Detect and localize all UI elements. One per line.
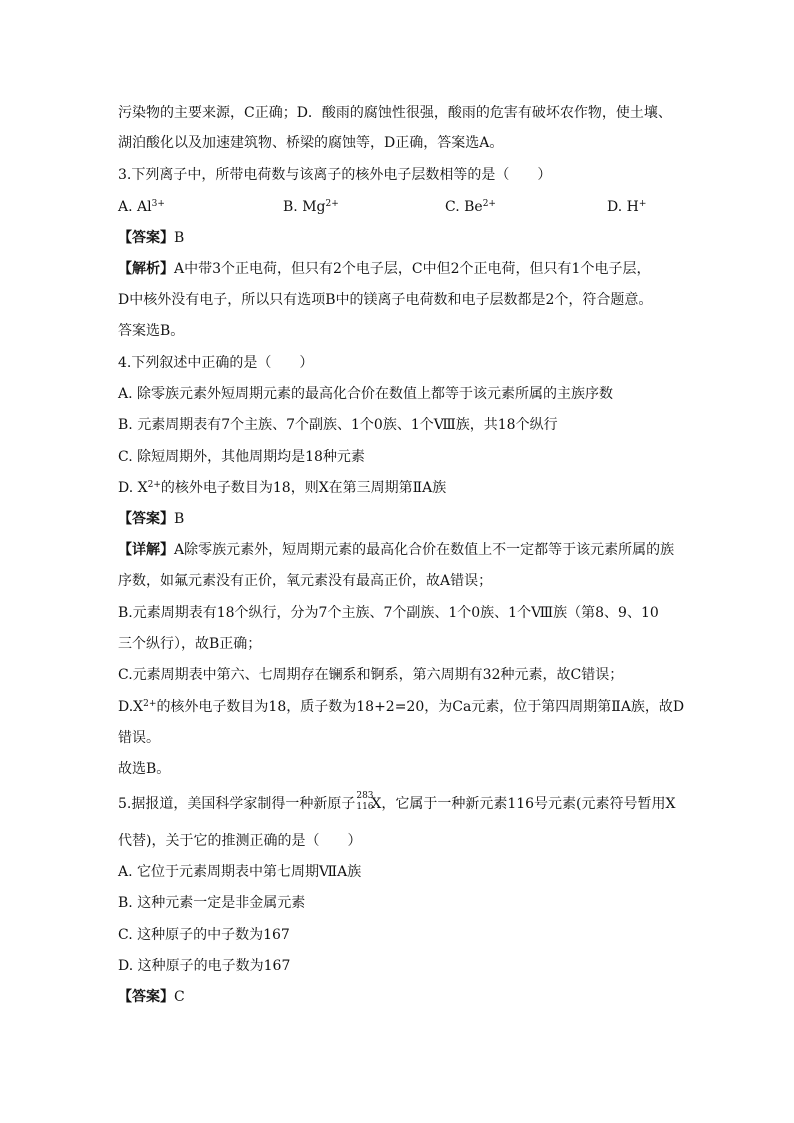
q4-option-a: A. 除零族元素外短周期元素的最高化合价在数值上都等于该元素所属的主族序数	[118, 386, 614, 402]
q3-analysis-line-3: 答案选B。	[118, 323, 185, 339]
q5-stem-line-2: 代替)，关于它的推测正确的是（ ）	[118, 833, 362, 849]
q5-stem-line-1: 5.据报道，美国科学家制得一种新原子 283 116 X，它属于一种新元素116号元素(元素符号暂用X	[118, 791, 676, 812]
q4-conclusion: 故选B。	[118, 761, 171, 777]
q3-stem: 3.下列离子中，所带电荷数与该离子的核外电子层数相等的是（ ）	[118, 167, 552, 183]
q5-option-c: C. 这种原子的中子数为167	[118, 927, 290, 943]
q3-option-a: A. $Al^{3+}$	[118, 199, 165, 215]
q4-option-c: C. 除短周期外，其他周期均是18种元素	[118, 449, 365, 465]
q5-option-d: D. 这种原子的电子数为167	[118, 958, 291, 974]
q4-option-b: B. 元素周期表有7个主族、7个副族、1个0族、1个Ⅷ族，共18个纵行	[118, 417, 558, 433]
q3-option-c: C. $Be^{2+}$	[445, 199, 496, 215]
q4-detail-line-4: 三个纵行），故B正确；	[118, 636, 262, 652]
q4-stem: 4.下列叙述中正确的是（ ）	[118, 355, 314, 371]
analysis-tag: 【解析】	[118, 261, 174, 277]
q5-answer: 【答案】C	[118, 989, 185, 1005]
q3-option-d: D. H+	[607, 199, 647, 215]
q5-option-b: B. 这种元素一定是非金属元素	[118, 895, 306, 911]
q3-answer: 【答案】B	[118, 230, 185, 246]
intro-line-2: 湖泊酸化以及加速建筑物、桥梁的腐蚀等，D正确，答案选A。	[118, 135, 504, 151]
intro-line-1: 污染物的主要来源，C正确；D．酸雨的腐蚀性很强，酸雨的危害有破坏农作物，使土壤、	[118, 105, 672, 121]
q4-option-d: D. $X^{2+}$的核外电子数目为18，则X在第三周期第ⅡA族	[118, 480, 447, 496]
q5-option-a: A. 它位于元素周期表中第七周期ⅦA族	[118, 864, 362, 880]
q4-detail-line-1: 【详解】A除零族元素外，短周期元素的最高化合价在数值上不一定都等于该元素所属的族	[118, 542, 675, 558]
q4-detail-line-2: 序数，如氟元素没有正价，氧元素没有最高正价，故A错误；	[118, 573, 493, 589]
q4-detail-line-3: B.元素周期表有18个纵行，分为7个主族、7个副族、1个0族、1个Ⅷ族（第8、9、10	[118, 605, 659, 621]
q4-answer: 【答案】B	[118, 511, 185, 527]
answer-tag: 【答案】	[118, 989, 174, 1005]
q4-detail-line-7: 错误。	[118, 730, 160, 746]
q3-option-b: B. $Mg^{2+}$	[283, 199, 339, 215]
detail-tag: 【详解】	[118, 542, 174, 558]
q4-detail-line-5: C.元素周期表中第六、七周期存在镧系和锕系，第六周期有32种元素，故C错误；	[118, 667, 624, 683]
q3-analysis-line-1: 【解析】A中带3个正电荷，但只有2个电子层，C中但2个正电荷，但只有1个电子层，	[118, 261, 651, 277]
nuclide-notation: 283 116	[356, 791, 374, 812]
q3-analysis-line-2: D中核外没有电子，所以只有选项B中的镁离子电荷数和电子层数都是2个，符合题意。	[118, 292, 653, 308]
answer-tag: 【答案】	[118, 511, 174, 527]
q4-detail-line-6: $D.X^{2+}$的核外电子数目为18，质子数为18+2=20，为Ca元素，位于第四周期第ⅡA族，故D	[118, 699, 685, 715]
answer-tag: 【答案】	[118, 230, 174, 246]
